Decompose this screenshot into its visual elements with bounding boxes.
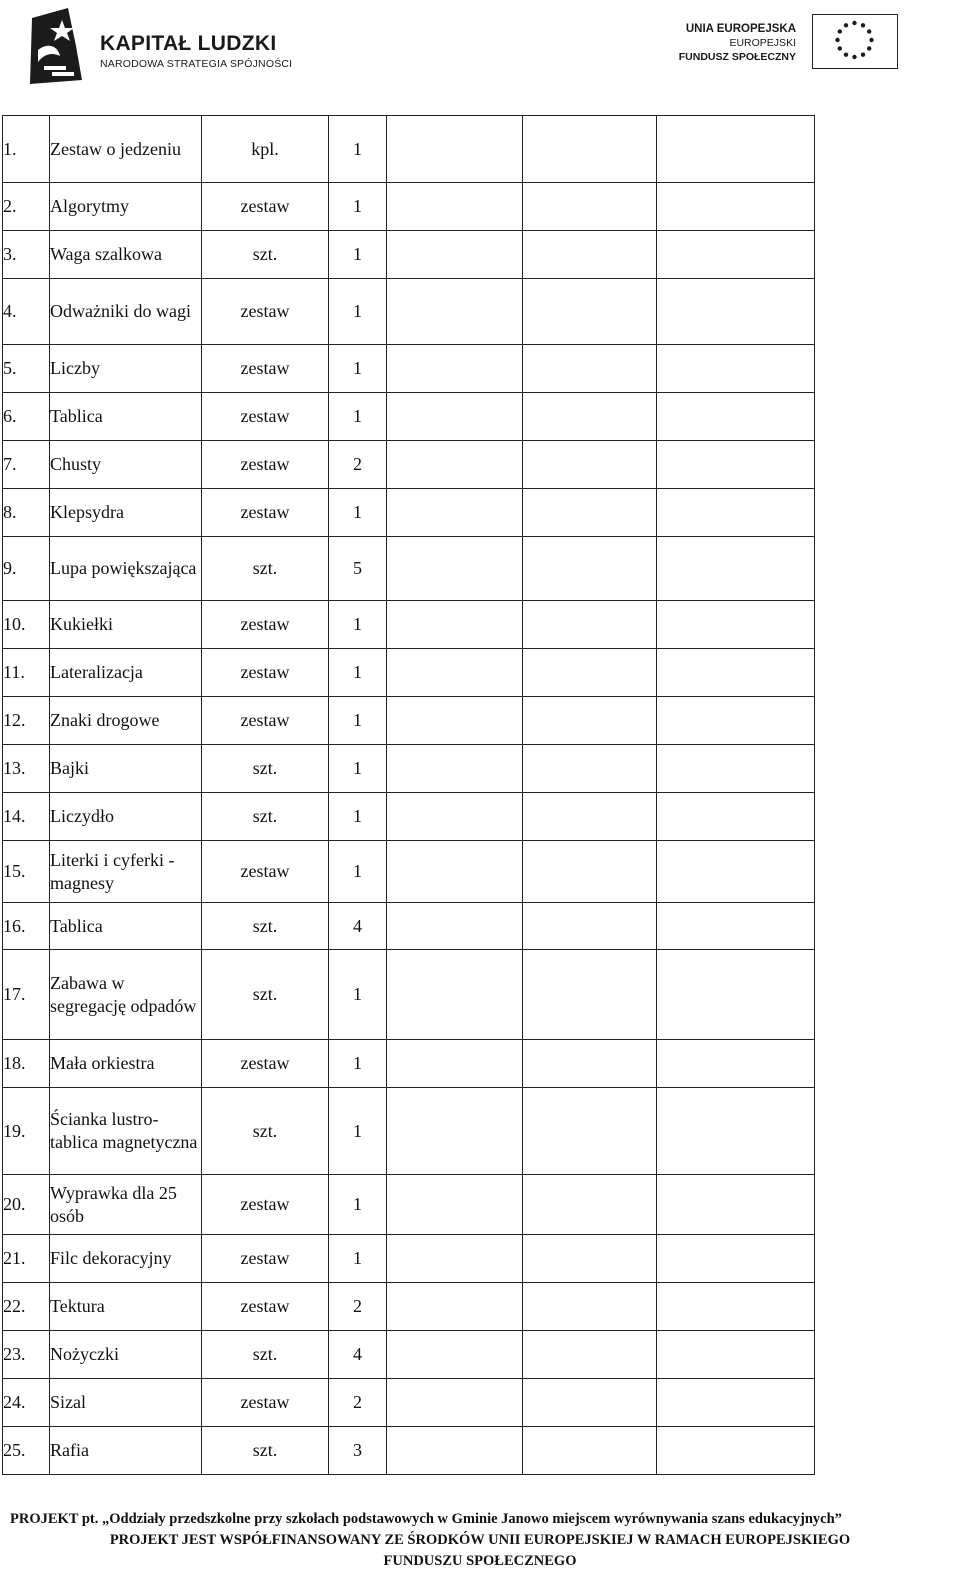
row-number: 17. bbox=[3, 950, 50, 1040]
table-row bbox=[3, 537, 815, 601]
empty-cell bbox=[387, 345, 523, 393]
item-unit: zestaw bbox=[202, 841, 329, 903]
item-quantity: 1 bbox=[353, 710, 362, 730]
item-quantity: 1 bbox=[353, 1053, 362, 1073]
empty-cell bbox=[523, 697, 657, 745]
eu-line2: EUROPEJSKI bbox=[729, 37, 796, 49]
table-row bbox=[3, 393, 815, 441]
item-unit: zestaw bbox=[202, 279, 329, 345]
empty-cell bbox=[387, 489, 523, 537]
item-quantity: 1 bbox=[353, 758, 362, 778]
item-quantity-cell bbox=[329, 345, 387, 393]
empty-cell bbox=[387, 1088, 523, 1175]
empty-cell bbox=[657, 1235, 815, 1283]
item-unit: szt. bbox=[202, 903, 329, 950]
empty-cell bbox=[657, 649, 815, 697]
item-unit: szt. bbox=[202, 793, 329, 841]
empty-cell bbox=[523, 537, 657, 601]
item-quantity: 1 bbox=[353, 138, 362, 159]
item-quantity-cell bbox=[329, 537, 387, 601]
table-row bbox=[3, 1040, 815, 1088]
table-row bbox=[3, 841, 815, 903]
project-footer bbox=[0, 1509, 960, 1572]
empty-cell bbox=[657, 537, 815, 601]
item-quantity-cell bbox=[329, 393, 387, 441]
empty-cell bbox=[387, 441, 523, 489]
empty-cell bbox=[523, 1088, 657, 1175]
eu-logo-text bbox=[679, 22, 796, 64]
empty-cell bbox=[523, 1331, 657, 1379]
empty-cell bbox=[387, 279, 523, 345]
item-quantity-cell bbox=[329, 1283, 387, 1331]
item-quantity: 3 bbox=[353, 1440, 362, 1460]
item-unit: zestaw bbox=[202, 345, 329, 393]
empty-cell bbox=[523, 183, 657, 231]
item-unit: zestaw bbox=[202, 1235, 329, 1283]
item-quantity-cell bbox=[329, 441, 387, 489]
empty-cell bbox=[387, 649, 523, 697]
empty-cell bbox=[657, 697, 815, 745]
empty-cell bbox=[657, 183, 815, 231]
empty-cell bbox=[523, 489, 657, 537]
item-unit: zestaw bbox=[202, 441, 329, 489]
empty-cell bbox=[523, 1283, 657, 1331]
table-row bbox=[3, 1235, 815, 1283]
empty-cell bbox=[657, 1175, 815, 1235]
table-row bbox=[3, 1427, 815, 1475]
empty-cell bbox=[387, 1379, 523, 1427]
empty-cell bbox=[523, 1040, 657, 1088]
item-quantity: 1 bbox=[353, 244, 362, 264]
item-name: Waga szalkowa bbox=[50, 231, 202, 279]
item-quantity: 1 bbox=[353, 861, 362, 881]
item-quantity-cell bbox=[329, 841, 387, 903]
empty-cell bbox=[657, 601, 815, 649]
eu-stars-icon bbox=[813, 15, 896, 67]
item-quantity-cell bbox=[329, 1379, 387, 1427]
table-row bbox=[3, 903, 815, 950]
item-quantity-cell bbox=[329, 1175, 387, 1235]
row-number: 23. bbox=[3, 1331, 50, 1379]
item-name: Wyprawka dla 25 osób bbox=[50, 1175, 202, 1235]
item-unit: zestaw bbox=[202, 1175, 329, 1235]
item-unit: zestaw bbox=[202, 489, 329, 537]
item-name: Lateralizacja bbox=[50, 649, 202, 697]
empty-cell bbox=[523, 231, 657, 279]
kapital-ludzki-subtitle: NARODOWA STRATEGIA SPÓJNOŚCI bbox=[100, 58, 293, 70]
empty-cell bbox=[387, 393, 523, 441]
empty-cell bbox=[387, 231, 523, 279]
empty-cell bbox=[657, 950, 815, 1040]
item-quantity: 1 bbox=[353, 1120, 362, 1141]
item-unit: zestaw bbox=[202, 1283, 329, 1331]
item-quantity-cell bbox=[329, 1427, 387, 1475]
empty-cell bbox=[387, 697, 523, 745]
item-quantity: 1 bbox=[353, 358, 362, 378]
empty-cell bbox=[387, 1175, 523, 1235]
empty-cell bbox=[657, 116, 815, 183]
table-row bbox=[3, 441, 815, 489]
item-quantity-cell bbox=[329, 489, 387, 537]
item-quantity: 2 bbox=[353, 454, 362, 474]
empty-cell bbox=[387, 841, 523, 903]
table-row bbox=[3, 793, 815, 841]
item-quantity: 1 bbox=[353, 1194, 362, 1214]
item-name: Chusty bbox=[50, 441, 202, 489]
empty-cell bbox=[657, 1040, 815, 1088]
item-unit: szt. bbox=[202, 745, 329, 793]
empty-cell bbox=[523, 1427, 657, 1475]
row-number: 15. bbox=[3, 841, 50, 903]
empty-cell bbox=[387, 1235, 523, 1283]
empty-cell bbox=[657, 345, 815, 393]
item-name: Tektura bbox=[50, 1283, 202, 1331]
row-number: 7. bbox=[3, 441, 50, 489]
table-row bbox=[3, 601, 815, 649]
item-name: Literki i cyferki -magnesy bbox=[50, 841, 202, 903]
empty-cell bbox=[387, 1283, 523, 1331]
table-row bbox=[3, 1175, 815, 1235]
item-quantity-cell bbox=[329, 279, 387, 345]
row-number: 19. bbox=[3, 1088, 50, 1175]
table-row bbox=[3, 279, 815, 345]
table-row bbox=[3, 697, 815, 745]
empty-cell bbox=[657, 1427, 815, 1475]
table-row bbox=[3, 649, 815, 697]
item-name: Algorytmy bbox=[50, 183, 202, 231]
footer-fund-line: FUNDUSZU SPOŁECZNEGO bbox=[383, 1553, 577, 1569]
item-unit: zestaw bbox=[202, 649, 329, 697]
item-quantity-cell bbox=[329, 1088, 387, 1175]
empty-cell bbox=[523, 1175, 657, 1235]
item-quantity: 1 bbox=[353, 984, 362, 1004]
item-unit: zestaw bbox=[202, 183, 329, 231]
kapital-ludzki-logo bbox=[22, 6, 302, 86]
empty-cell bbox=[387, 950, 523, 1040]
item-quantity: 4 bbox=[353, 1344, 362, 1364]
item-unit: kpl. bbox=[202, 116, 329, 183]
item-quantity-cell bbox=[329, 745, 387, 793]
item-quantity-cell bbox=[329, 1235, 387, 1283]
empty-cell bbox=[387, 903, 523, 950]
item-quantity-cell bbox=[329, 903, 387, 950]
row-number: 18. bbox=[3, 1040, 50, 1088]
empty-cell bbox=[523, 1235, 657, 1283]
item-quantity: 5 bbox=[353, 558, 362, 578]
empty-cell bbox=[387, 745, 523, 793]
empty-cell bbox=[657, 489, 815, 537]
table-row bbox=[3, 745, 815, 793]
item-name: Kukiełki bbox=[50, 601, 202, 649]
empty-cell bbox=[523, 116, 657, 183]
item-quantity-cell bbox=[329, 1040, 387, 1088]
item-quantity-cell bbox=[329, 950, 387, 1040]
table-row bbox=[3, 1283, 815, 1331]
empty-cell bbox=[657, 793, 815, 841]
row-number: 6. bbox=[3, 393, 50, 441]
item-name: Liczydło bbox=[50, 793, 202, 841]
item-quantity-cell bbox=[329, 697, 387, 745]
item-name: Liczby bbox=[50, 345, 202, 393]
item-name: Odważniki do wagi bbox=[50, 279, 202, 345]
item-unit: szt. bbox=[202, 537, 329, 601]
empty-cell bbox=[657, 1283, 815, 1331]
row-number: 3. bbox=[3, 231, 50, 279]
row-number: 1. bbox=[3, 116, 50, 183]
empty-cell bbox=[387, 793, 523, 841]
empty-cell bbox=[523, 441, 657, 489]
row-number: 2. bbox=[3, 183, 50, 231]
item-unit: szt. bbox=[202, 1088, 329, 1175]
item-name: Zestaw o jedzeniu bbox=[50, 116, 202, 183]
row-number: 25. bbox=[3, 1427, 50, 1475]
item-quantity: 1 bbox=[353, 301, 362, 321]
item-quantity: 1 bbox=[353, 806, 362, 826]
item-name: Klepsydra bbox=[50, 489, 202, 537]
row-number: 16. bbox=[3, 903, 50, 950]
item-unit: zestaw bbox=[202, 697, 329, 745]
empty-cell bbox=[523, 393, 657, 441]
item-quantity-cell bbox=[329, 183, 387, 231]
item-name: Rafia bbox=[50, 1427, 202, 1475]
item-name: Znaki drogowe bbox=[50, 697, 202, 745]
empty-cell bbox=[387, 601, 523, 649]
item-quantity: 2 bbox=[353, 1392, 362, 1412]
equipment-table bbox=[2, 115, 815, 1475]
empty-cell bbox=[657, 1088, 815, 1175]
eu-line3: FUNDUSZ SPOŁECZNY bbox=[678, 51, 796, 63]
empty-cell bbox=[657, 1379, 815, 1427]
row-number: 5. bbox=[3, 345, 50, 393]
item-quantity: 1 bbox=[353, 502, 362, 522]
item-name: Zabawa w segregację odpadów bbox=[50, 950, 202, 1040]
row-number: 20. bbox=[3, 1175, 50, 1235]
empty-cell bbox=[523, 903, 657, 950]
empty-cell bbox=[657, 903, 815, 950]
item-unit: szt. bbox=[202, 231, 329, 279]
table-row bbox=[3, 183, 815, 231]
empty-cell bbox=[523, 649, 657, 697]
item-name: Lupa powiększająca bbox=[50, 537, 202, 601]
empty-cell bbox=[523, 1379, 657, 1427]
row-number: 8. bbox=[3, 489, 50, 537]
eu-flag-icon bbox=[812, 14, 898, 69]
item-unit: zestaw bbox=[202, 601, 329, 649]
kapital-ludzki-emblem-icon bbox=[22, 6, 92, 86]
eu-logo bbox=[672, 14, 898, 72]
row-number: 4. bbox=[3, 279, 50, 345]
item-name: Filc dekoracyjny bbox=[50, 1235, 202, 1283]
row-number: 12. bbox=[3, 697, 50, 745]
empty-cell bbox=[657, 441, 815, 489]
table-row bbox=[3, 950, 815, 1040]
row-number: 11. bbox=[3, 649, 50, 697]
item-name: Sizal bbox=[50, 1379, 202, 1427]
table-row bbox=[3, 1088, 815, 1175]
item-quantity: 2 bbox=[353, 1296, 362, 1316]
row-number: 10. bbox=[3, 601, 50, 649]
empty-cell bbox=[387, 116, 523, 183]
item-quantity-cell bbox=[329, 231, 387, 279]
kapital-ludzki-title: KAPITAŁ LUDZKI bbox=[100, 32, 277, 55]
item-quantity-cell bbox=[329, 116, 387, 183]
row-number: 9. bbox=[3, 537, 50, 601]
item-unit: szt. bbox=[202, 1331, 329, 1379]
item-unit: szt. bbox=[202, 950, 329, 1040]
empty-cell bbox=[387, 537, 523, 601]
row-number: 14. bbox=[3, 793, 50, 841]
item-name: Nożyczki bbox=[50, 1331, 202, 1379]
empty-cell bbox=[657, 393, 815, 441]
eu-line1: UNIA EUROPEJSKA bbox=[685, 23, 796, 35]
item-unit: szt. bbox=[202, 1427, 329, 1475]
table-row bbox=[3, 116, 815, 183]
item-name: Tablica bbox=[50, 903, 202, 950]
item-quantity-cell bbox=[329, 649, 387, 697]
item-name: Tablica bbox=[50, 393, 202, 441]
row-number: 21. bbox=[3, 1235, 50, 1283]
empty-cell bbox=[657, 1331, 815, 1379]
item-unit: zestaw bbox=[202, 393, 329, 441]
item-quantity: 1 bbox=[353, 614, 362, 634]
empty-cell bbox=[523, 601, 657, 649]
footer-cofinancing-line: PROJEKT JEST WSPÓŁFINANSOWANY ZE ŚRODKÓW UNII EUROPEJSKIEJ W RAMACH EUROPEJSKIEGO bbox=[109, 1532, 851, 1548]
row-number: 13. bbox=[3, 745, 50, 793]
item-quantity-cell bbox=[329, 793, 387, 841]
empty-cell bbox=[657, 279, 815, 345]
item-quantity: 1 bbox=[353, 406, 362, 426]
item-unit: zestaw bbox=[202, 1040, 329, 1088]
item-quantity: 1 bbox=[353, 1248, 362, 1268]
row-number: 24. bbox=[3, 1379, 50, 1427]
empty-cell bbox=[523, 841, 657, 903]
empty-cell bbox=[657, 745, 815, 793]
item-quantity: 1 bbox=[353, 662, 362, 682]
item-quantity: 1 bbox=[353, 196, 362, 216]
empty-cell bbox=[523, 793, 657, 841]
empty-cell bbox=[657, 231, 815, 279]
item-name: Mała orkiestra bbox=[50, 1040, 202, 1088]
empty-cell bbox=[523, 745, 657, 793]
empty-cell bbox=[387, 1427, 523, 1475]
table-row bbox=[3, 345, 815, 393]
empty-cell bbox=[523, 950, 657, 1040]
item-quantity: 4 bbox=[353, 915, 362, 936]
empty-cell bbox=[523, 345, 657, 393]
empty-cell bbox=[387, 1040, 523, 1088]
item-quantity-cell bbox=[329, 1331, 387, 1379]
item-unit: zestaw bbox=[202, 1379, 329, 1427]
empty-cell bbox=[523, 279, 657, 345]
item-quantity-cell bbox=[329, 601, 387, 649]
footer-project-title: PROJEKT pt. „Oddziały przedszkolne przy szkołach podstawowych w Gminie Janowo miejscem wyrównywania szans edukacyjnych” bbox=[10, 1511, 842, 1527]
item-name: Bajki bbox=[50, 745, 202, 793]
table-row bbox=[3, 1331, 815, 1379]
row-number: 22. bbox=[3, 1283, 50, 1331]
table-row bbox=[3, 1379, 815, 1427]
table-row bbox=[3, 489, 815, 537]
empty-cell bbox=[657, 841, 815, 903]
item-name: Ścianka lustro-tablica magnetyczna bbox=[50, 1088, 202, 1175]
table-row bbox=[3, 231, 815, 279]
empty-cell bbox=[387, 183, 523, 231]
empty-cell bbox=[387, 1331, 523, 1379]
